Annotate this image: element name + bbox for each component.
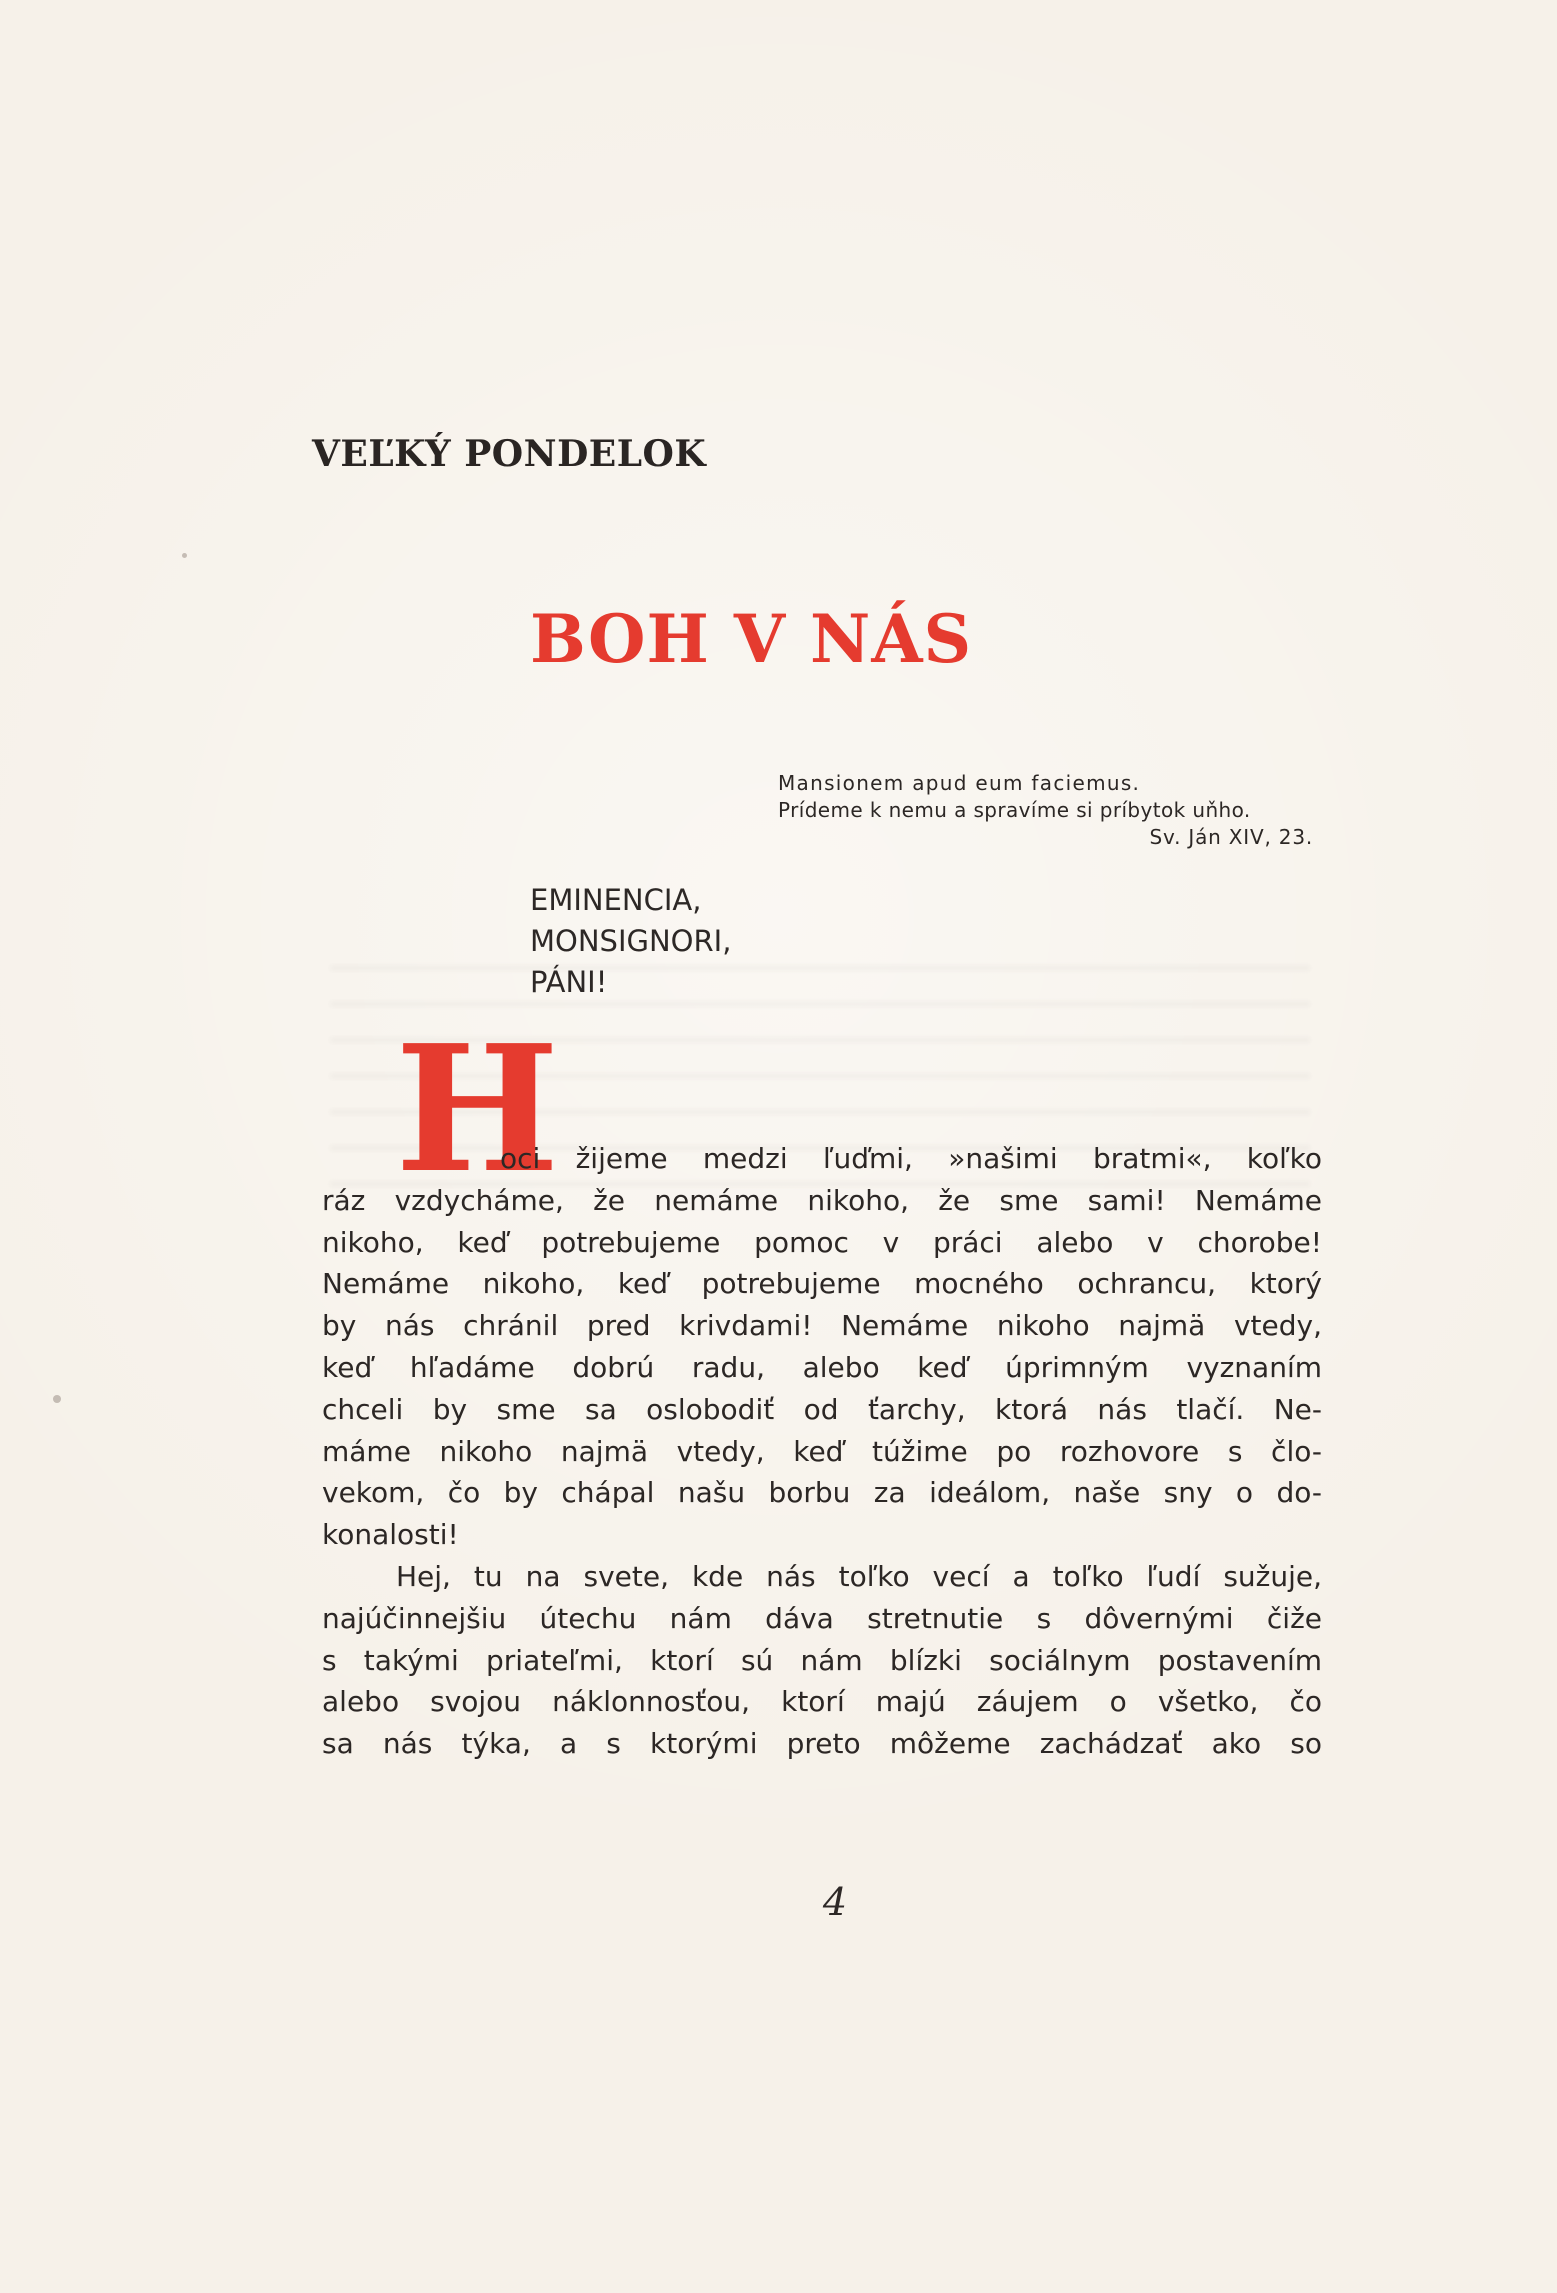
salutation-line: PÁNI! bbox=[530, 965, 608, 999]
body-line: s takými priateľmi, ktorí sú nám blízki sociálnym postavením bbox=[322, 1643, 1322, 1677]
body-line: chceli by sme sa oslobodiť od ťarchy, ktorá nás tlačí. Ne- bbox=[322, 1392, 1322, 1426]
body-line: alebo svojou náklonnosťou, ktorí majú záujem o všetko, čo bbox=[322, 1685, 1322, 1719]
body-line: ráz vzdycháme, že nemáme nikoho, že sme sami! Nemáme bbox=[322, 1183, 1322, 1217]
body-line: konalosti! bbox=[322, 1518, 459, 1552]
paper-speck bbox=[182, 553, 187, 558]
body-line: Hej, tu na svete, kde nás toľko vecí a toľko ľudí sužuje, bbox=[396, 1559, 1322, 1593]
epigraph-latin: Mansionem apud eum faciemus. bbox=[778, 771, 1141, 795]
salutation-line: EMINENCIA, bbox=[530, 883, 702, 917]
body-line: keď hľadáme dobrú radu, alebo keď úprimným vyznaním bbox=[322, 1350, 1322, 1384]
body-line: nikoho, keď potrebujeme pomoc v práci alebo v chorobe! bbox=[322, 1225, 1322, 1259]
salutation bbox=[530, 880, 850, 1003]
body-text bbox=[322, 1138, 1322, 1765]
salutation-line: MONSIGNORI, bbox=[530, 924, 732, 958]
page-number: 4 bbox=[822, 1880, 848, 1924]
epigraph bbox=[778, 770, 1313, 851]
paper-speck bbox=[53, 1395, 61, 1403]
chapter-title: BOH V NÁS bbox=[530, 600, 973, 678]
body-line: Nemáme nikoho, keď potrebujeme mocného ochrancu, ktorý bbox=[322, 1267, 1322, 1301]
body-line: oci žijeme medzi ľuďmi, »našimi bratmi«, koľko bbox=[500, 1142, 1322, 1175]
epigraph-reference: Sv. Ján XIV, 23. bbox=[1149, 825, 1313, 849]
body-line: vekom, čo by chápal našu borbu za ideálom, naše sny o do- bbox=[322, 1476, 1322, 1510]
body-line: najúčinnejšiu útechu nám dáva stretnutie s dôvernými čiže bbox=[322, 1601, 1322, 1635]
body-line: by nás chránil pred krivdami! Nemáme nikoho najmä vtedy, bbox=[322, 1309, 1322, 1343]
epigraph-translation: Prídeme k nemu a spravíme si príbytok uňho. bbox=[778, 798, 1251, 822]
body-line: sa nás týka, a s ktorými preto môžeme zachádzať ako so bbox=[322, 1727, 1322, 1761]
drop-cap: H bbox=[395, 1008, 560, 1212]
body-line: máme nikoho najmä vtedy, keď túžime po rozhovore s člo- bbox=[322, 1434, 1322, 1468]
section-title: VEĽKÝ PONDELOK bbox=[312, 433, 707, 475]
